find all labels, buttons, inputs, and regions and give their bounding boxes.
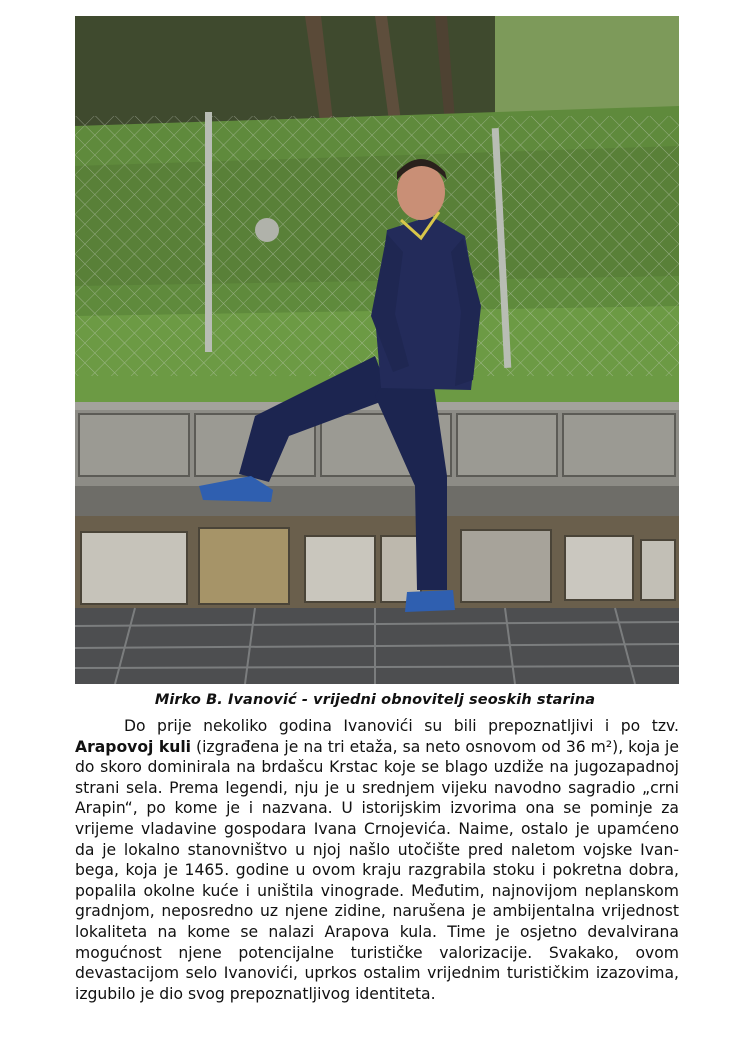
- paragraph-intro: Do prije nekoliko godina Ivanovići su bili prepoznatljivi i po tzv.: [124, 717, 679, 735]
- photo-caption: Mirko B. Ivanović - vrijedni obnovitelj seoskih starina: [154, 692, 596, 708]
- highlighted-term: Arapovoj kuli: [75, 737, 192, 756]
- photo-man-at-stone-wall: [75, 16, 679, 684]
- article-paragraph: [75, 716, 679, 1004]
- paragraph-body: (izgrađena je na tri etaža, sa neto osnovom od 36 m²), koja je do skoro dominirala na brdašcu Krstac koje se blago uzdiže na jugozapadnoj strani sela. Prema legendi, nju je u srednjem vijeku navodno sagradio „crni Arapin“, po kome je i nazvana. U istorijskim izvorima ona se pominje za vrijeme vladavine gospodara Ivana Crnojevića. Naime, ostalo je upamćeno da je lokalno stanovništvo u njoj našlo utočište pred naletom vojske Ivan-bega, koja je 1465. godine u ovom kraju razgrabila stoku i pokretna dobra, popalila okolne kuće i uništila vinograde. Međutim, najnovijom neplanskom gradnjom, neposredno uz njene zidine, narušena je ambijentalna vrijednost lokaliteta na kome se nalazi Arapova kula. Time je osjetno devalvirana mogućnost njene potencijalne turističke valorizacije. Svakako, ovom devastacijom selo Ivanovići, uprkos ostalim vrijednim turističkim izazovima, izgubilo je dio svog prepoznatljivog identiteta.: [75, 737, 679, 1003]
